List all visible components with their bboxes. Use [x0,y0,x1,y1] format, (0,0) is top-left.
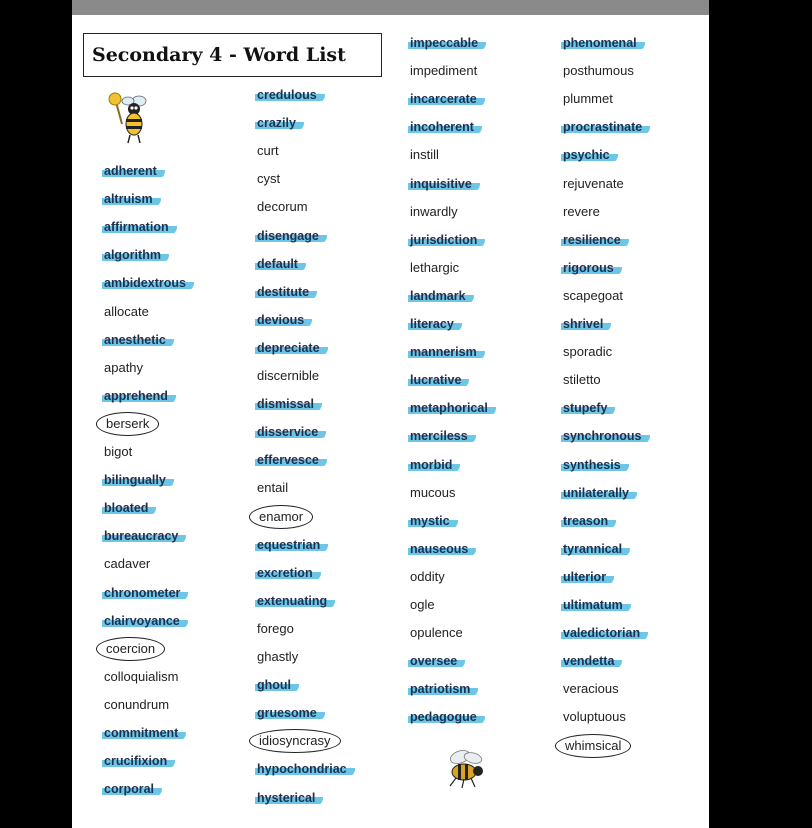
word-list-item: rigorous [561,260,622,276]
word-list-item: corporal [102,781,162,797]
word-list-item: crucifixion [102,753,175,769]
word-list-item: phenomenal [561,35,645,51]
word-list-item: tyrannical [561,541,630,557]
word-list-item: entail [257,480,289,496]
word-list-item: synchronous [561,428,650,444]
word-column-1 [104,0,254,828]
word-list-item: ghoul [255,677,299,693]
word-list-item: ulterior [561,569,614,585]
word-list-item: disservice [255,424,326,440]
word-list-item: commitment [102,725,186,741]
word-list-item: depreciate [255,340,328,356]
word-list-item: clairvoyance [102,613,188,629]
word-list-item: valedictorian [561,625,648,641]
word-list-item: credulous [255,87,325,103]
word-list-item: ambidextrous [102,275,194,291]
word-list-item: shrivel [561,316,611,332]
word-list-item: allocate [104,303,149,319]
word-list-item: vendetta [561,653,622,669]
word-list-item: stupefy [561,400,615,416]
word-list-item: opulence [410,625,463,641]
word-list-item: hypochondriac [255,761,355,777]
word-list-item: conundrum [104,696,170,712]
word-list-item: chronometer [102,585,188,601]
word-list-item: gruesome [255,705,325,721]
word-list-item: cadaver [104,556,151,572]
word-list-item: unilaterally [561,485,637,501]
word-list-item: scapegoat [563,287,623,303]
word-list-item: apprehend [102,388,176,404]
word-list-item: sporadic [563,344,613,360]
word-list-item: lethargic [410,259,460,275]
word-list-item: morbid [408,457,460,473]
word-list-item: altruism [102,191,161,207]
word-list-item: treason [561,513,616,529]
word-list-item: inquisitive [408,176,480,192]
word-list-item: forego [257,620,294,636]
word-list-item: excretion [255,565,321,581]
word-list-item: curt [257,143,279,159]
word-list-item: bigot [104,444,133,459]
word-list-item: ghastly [257,649,299,664]
word-list-item: ogle [410,597,435,612]
word-list-item: algorithm [102,247,169,263]
word-list-item: whimsical [555,734,631,758]
word-list-item: stiletto [563,372,601,388]
word-list-item: adherent [102,163,165,179]
page-title: Secondary 4 - Word List [83,33,382,77]
word-list-item: resilience [561,232,629,248]
word-list-item: hysterical [255,790,323,806]
word-list-item: posthumous [563,63,634,79]
word-list-item: cyst [257,171,281,187]
word-list-item: incarcerate [408,91,485,107]
word-list-item: jurisdiction [408,232,485,248]
word-list-item: dismissal [255,396,322,412]
word-list-item: colloquialism [104,668,179,684]
word-list-item: extenuating [255,593,335,609]
word-list-item: bloated [102,500,156,516]
word-list-item: rejuvenate [563,175,624,191]
word-list-item: oversee [408,653,465,669]
word-list-item: crazily [255,115,304,131]
word-list-item: mystic [408,513,458,529]
word-column-3 [410,0,560,828]
word-list-item: procrastinate [561,119,650,135]
word-list-item: incoherent [408,119,482,135]
word-list-item: voluptuous [563,709,626,725]
word-list-item: anesthetic [102,332,174,348]
word-list-item: lucrative [408,372,469,388]
word-list-item: pedagogue [408,709,485,725]
word-list-item: metaphorical [408,400,496,416]
word-list-item: instill [410,147,439,163]
word-list-item: bureaucracy [102,528,186,544]
word-list-item: synthesis [561,457,629,473]
word-list-item: discernible [257,368,320,383]
word-list-item: landmark [408,288,474,304]
word-list-item: disengage [255,228,327,244]
word-list-item: coercion [96,637,165,661]
word-list-item: psychic [561,147,618,163]
word-list-item: revere [563,203,600,219]
word-list-item: affirmation [102,219,177,235]
word-list-item: equestrian [255,537,328,553]
word-list-item: berserk [96,412,159,436]
word-list-item: default [255,256,306,272]
word-list-item: plummet [563,91,613,107]
word-list-item: veracious [563,681,619,697]
word-list-item: merciless [408,428,476,444]
word-list-item: impediment [410,63,478,79]
word-list-item: idiosyncrasy [249,729,341,753]
word-list-item: bilingually [102,472,174,488]
word-list-item: nauseous [408,541,476,557]
word-list-item: ultimatum [561,597,631,613]
word-list-item: apathy [104,359,144,375]
word-list-item: mucous [410,484,456,500]
word-list-item: impeccable [408,35,486,51]
word-list-item: mannerism [408,344,485,360]
word-list-item: effervesce [255,452,327,468]
word-list-item: devious [255,312,312,328]
word-list-item: enamor [249,505,313,529]
word-column-4 [563,0,713,828]
word-list-item: literacy [408,316,462,332]
word-list-item: patriotism [408,681,478,697]
word-column-2 [257,0,407,828]
word-list-item: destitute [255,284,317,300]
word-list-item: oddity [410,568,445,584]
word-list-item: inwardly [410,203,458,219]
word-list-item: decorum [257,199,308,215]
